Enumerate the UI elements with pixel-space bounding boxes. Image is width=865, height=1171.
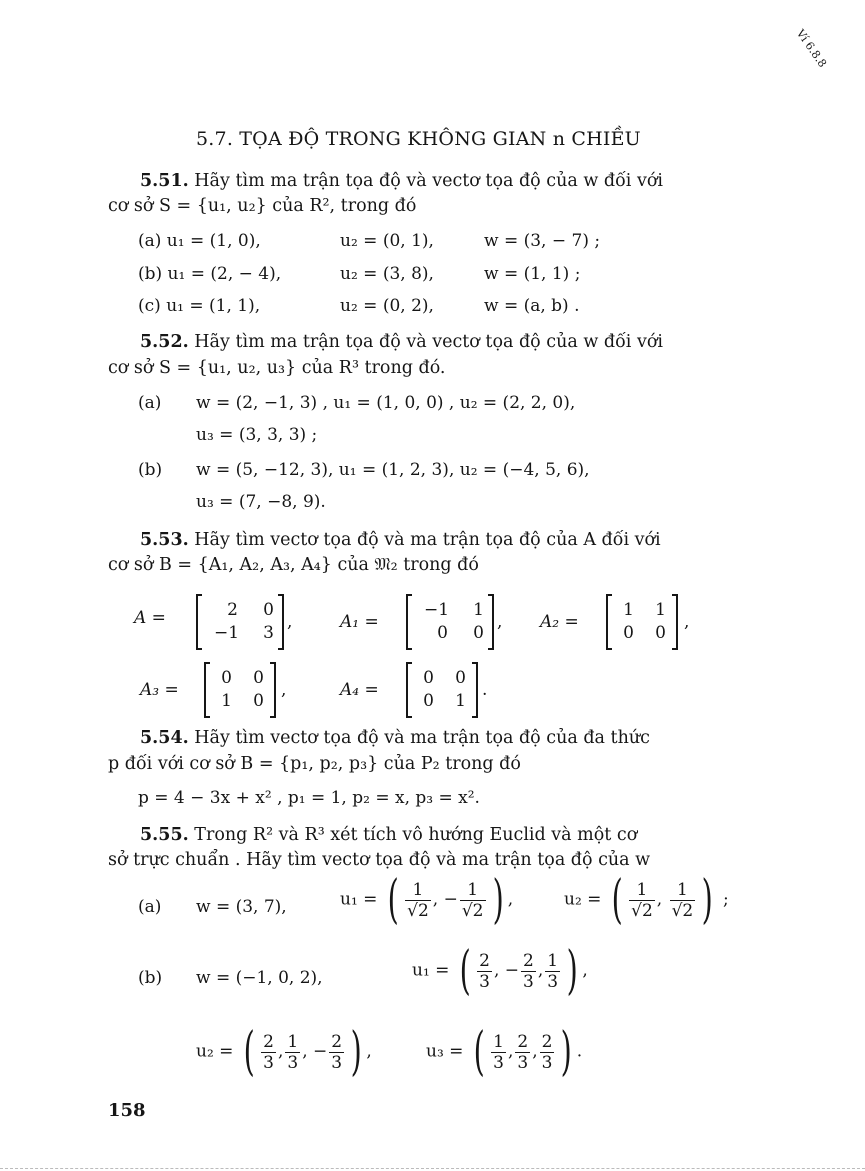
fraction: $\frac{2}{3}$ (523, 950, 534, 992)
item-b-line1: w = (5, −12, 3), u₁ = (1, 2, 3), u₂ = (−4, 5, 6), (196, 460, 590, 480)
fraction: $\frac{2}{3}$ (479, 950, 490, 992)
matrix-label-A: A = (134, 608, 166, 628)
vector-label: u₃ = (426, 1041, 464, 1062)
item-b-line2: u₃ = (7, −8, 9). (196, 492, 326, 512)
item-a-w: w = (3, − 7) ; (484, 231, 601, 251)
matrix-cell: 1 (221, 691, 232, 711)
matrix-label-A2: A₂ = (540, 612, 579, 632)
exercise-number: 5.52. (140, 332, 189, 352)
fraction: $\frac{2}{3}$ (263, 1031, 274, 1073)
vector-label: u₂ = (196, 1041, 234, 1062)
item-b-w: w = (−1, 0, 2), (196, 968, 323, 988)
right-paren: ) (701, 870, 713, 930)
item-label: (a) (138, 393, 162, 413)
fraction: $\frac{1}{3}$ (287, 1031, 299, 1073)
matrix-cell: 0 (221, 668, 232, 688)
separator: , (497, 612, 503, 632)
item-label: (b) (138, 968, 163, 988)
right-paren: ) (492, 870, 504, 930)
vector-label: u₂ = (564, 889, 602, 910)
item-a-w: w = (3, 7), (196, 897, 287, 917)
matrix-cell: −1 (214, 623, 240, 643)
fraction: $\frac{1}{3}$ (493, 1031, 504, 1073)
item-b: (b) u₁ = (2, − 4), (138, 264, 282, 284)
matrix-cell: 1 (473, 600, 484, 620)
left-paren: ( (611, 870, 623, 930)
matrix-A1 (406, 594, 494, 650)
item-a-u2: u₂ = ( $\frac{1}{√2}$ , $\frac{1}{√2}$ ) ; (564, 870, 729, 930)
item-a-u1: u₁ = ( $\frac{1}{√2}$ , − $\frac{1}{√2}$ ) , (340, 870, 514, 930)
matrix-cell: 0 (253, 691, 264, 711)
exercise-text: Hãy tìm ma trận tọa độ và vectơ tọa độ của w đối với (194, 171, 663, 191)
exercise-text: p đối với cơ sở B = {p₁, p₂, p₃} của P₂ trong đó (108, 754, 521, 774)
section-title: 5.7. TỌA ĐỘ TRONG KHÔNG GIAN n CHIỀU (196, 128, 641, 150)
matrix-cell: 0 (423, 668, 434, 688)
matrix-A4 (406, 662, 478, 718)
left-paren: ( (473, 1022, 485, 1082)
exercise-number: 5.55. (140, 825, 189, 845)
item-label: (b) (138, 460, 163, 480)
matrix-cell: 0 (473, 623, 484, 643)
matrix-cell: 0 (437, 623, 448, 643)
right-paren: ) (350, 1022, 362, 1082)
item-a: (a) u₁ = (1, 0), (138, 231, 261, 251)
left-paren: ( (243, 1022, 255, 1082)
exercise-text: Hãy tìm vectơ tọa độ và ma trận tọa độ của đa thức (194, 728, 650, 748)
fraction: $\frac{1}{√2}$ (671, 879, 694, 921)
matrix-label-A4: A₄ = (340, 680, 379, 700)
item-label: (a) (138, 897, 162, 917)
corner-mark: Ví 6.8.8 (793, 27, 830, 70)
separator: , (684, 612, 690, 632)
vector-label: u₁ = (412, 960, 450, 981)
page-edge-divider (0, 1168, 865, 1169)
fraction: $\frac{1}{√2}$ (461, 879, 484, 921)
matrix-cell: 0 (423, 691, 434, 711)
fraction: $\frac{2}{3}$ (517, 1031, 529, 1073)
item-c-u2: u₂ = (0, 2), (340, 296, 434, 316)
matrix-cell: 0 (623, 623, 634, 643)
exercise-text: cơ sở S = {u₁, u₂, u₃} của R³ trong đó. (108, 358, 446, 378)
matrix-cell: 0 (455, 668, 466, 688)
vector-label: u₁ = (340, 889, 378, 910)
item-b-w: w = (1, 1) ; (484, 264, 581, 284)
polynomial-line: p = 4 − 3x + x² , p₁ = 1, p₂ = x, p₃ = x². (138, 788, 480, 808)
item-a-line2: u₃ = (3, 3, 3) ; (196, 425, 318, 445)
exercise-number: 5.53. (140, 530, 189, 550)
matrix-cell: 0 (253, 668, 264, 688)
separator: , (281, 680, 287, 700)
exercise-text: cơ sở B = {A₁, A₂, A₃, A₄} của 𝔐₂ trong đó (108, 555, 479, 575)
right-paren: ) (566, 941, 578, 1001)
right-paren: ) (560, 1022, 573, 1082)
fraction: $\frac{1}{√2}$ (407, 879, 429, 921)
matrix-label-A1: A₁ = (340, 612, 379, 632)
matrix-A3 (204, 662, 276, 718)
matrix-A (196, 594, 284, 650)
exercise-text: Hãy tìm ma trận tọa độ và vectơ tọa độ của w đối với (194, 332, 663, 352)
left-paren: ( (387, 870, 399, 930)
matrix-cell: 0 (263, 600, 274, 620)
matrix-cell: 2 (227, 600, 238, 620)
item-a-line1: w = (2, −1, 3) , u₁ = (1, 0, 0) , u₂ = (2, 2, 0), (196, 393, 576, 413)
left-paren: ( (459, 941, 471, 1001)
matrix-cell: 1 (455, 691, 466, 711)
matrix-cell: 0 (655, 623, 666, 643)
item-b-u2: u₂ = ( $\frac{2}{3}$ , $\frac{1}{3}$ , − $\frac{2}{3}$ ) , (196, 1022, 372, 1082)
matrix-A2 (606, 594, 678, 650)
matrix-cell: −1 (424, 600, 450, 620)
fraction: $\frac{2}{3}$ (541, 1031, 553, 1073)
exercise-number: 5.54. (140, 728, 189, 748)
exercise-text: Trong R² và R³ xét tích vô hướng Euclid và một cơ (194, 825, 638, 845)
item-c: (c) u₁ = (1, 1), (138, 296, 261, 316)
separator: , (287, 612, 293, 632)
item-b-u3: u₃ = ( $\frac{1}{3}$ , $\frac{2}{3}$ , $\frac{2}{3}$ ) . (426, 1022, 583, 1082)
item-b-u2: u₂ = (3, 8), (340, 264, 434, 284)
page-number: 158 (108, 1100, 146, 1121)
item-a-u2: u₂ = (0, 1), (340, 231, 434, 251)
item-b-u1: u₁ = ( $\frac{2}{3}$ , − $\frac{2}{3}$ , $\frac{1}{3}$ ) , (412, 941, 588, 1001)
exercise-number: 5.51. (140, 171, 189, 191)
fraction: $\frac{1}{√2}$ (631, 879, 653, 921)
separator: . (482, 680, 488, 700)
matrix-cell: 1 (623, 600, 634, 620)
matrix-cell: 1 (655, 600, 666, 620)
exercise-text: Hãy tìm vectơ tọa độ và ma trận tọa độ của A đối với (194, 530, 661, 550)
matrix-cell: 3 (263, 623, 274, 643)
fraction: $\frac{1}{3}$ (547, 950, 559, 992)
exercise-text: sở trực chuẩn . Hãy tìm vectơ tọa độ và ma trận tọa độ của w (108, 850, 651, 870)
fraction: $\frac{2}{3}$ (331, 1031, 343, 1073)
exercise-text: cơ sở S = {u₁, u₂} của R², trong đó (108, 196, 417, 216)
matrix-label-A3: A₃ = (140, 680, 179, 700)
item-c-w: w = (a, b) . (484, 296, 580, 316)
